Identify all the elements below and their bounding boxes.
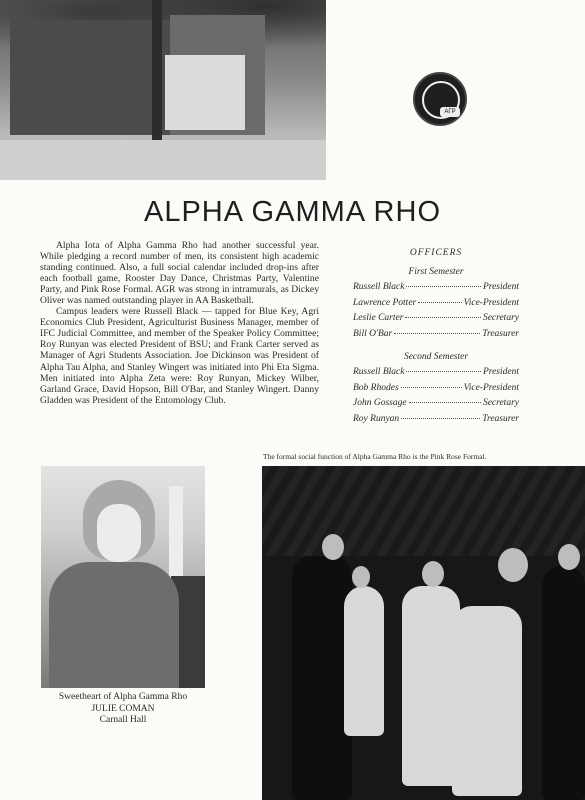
officer-row: Lawrence Potter Vice-President [353, 297, 519, 308]
fraternity-crest-icon: ΑΓΡ [413, 72, 467, 126]
sweetheart-portrait-photo [41, 466, 205, 688]
first-semester-label: First Semester [408, 267, 464, 277]
fraternity-house-photo [0, 0, 326, 180]
officers-list [353, 248, 519, 429]
officer-row: Leslie Carter Secretary [353, 313, 519, 323]
story-paragraph: Alpha Iota of Alpha Gamma Rho had another successful year. While pledging a record number of men, its consistent high academic standing continued. Also, a full social calendar included drop-ins after each football game, Rooster Day Dance, Christmas Party, Valentine Party, and Pink Rose Formal. AGR was strong in intramurals, as Dickey Oliver was named outstanding player in AA Basketball. [40, 240, 319, 307]
officer-row: Bob Rhodes Vice-President [353, 382, 519, 393]
officer-row: Russell Black President [353, 367, 519, 377]
officer-row: Roy Runyan Treasurer [353, 413, 519, 424]
sweetheart-caption [30, 692, 216, 727]
officer-row: Bill O'Bar Treasurer [353, 328, 519, 339]
sweetheart-residence: Carnall Hall [99, 715, 147, 725]
second-semester-label: Second Semester [403, 352, 469, 362]
formal-photo-caption: The formal social function of Alpha Gamma Rho is the Pink Rose Formal. [263, 452, 487, 461]
chapter-story [40, 240, 319, 406]
sweetheart-title: Sweetheart of Alpha Gamma Rho [58, 692, 188, 702]
officers-heading: OFFICERS [409, 248, 463, 258]
page-title: ALPHA GAMMA RHO [143, 196, 441, 228]
officer-row: John Gossage Secretary [353, 398, 519, 408]
officer-row: Russell Black President [353, 282, 519, 292]
story-paragraph: Campus leaders were Russell Black — tapped for Blue Key, Agri Economics Club President, Agriculturist Business Manager, member of IFC Judicial Committee, and member of the Speaker Policy Committee; Roy Runyan was elected President of BSU; and Frank Carter served as Manager of Agri Students Association. Joe Dickinson was President of Alpha Tau Alpha, and Stanley Wingert was initiated into Phi Eta Sigma. Men initiated into Alpha Zeta were: Roy Runyan, Mickey Wilber, Garland Grace, David Hopson, Bill O'Bar, and Stanley Wingert. Danny Gladden was President of the Entomology Club. [40, 306, 319, 406]
sweetheart-name: JULIE COMAN [91, 703, 155, 714]
formal-dance-photo [262, 466, 585, 800]
